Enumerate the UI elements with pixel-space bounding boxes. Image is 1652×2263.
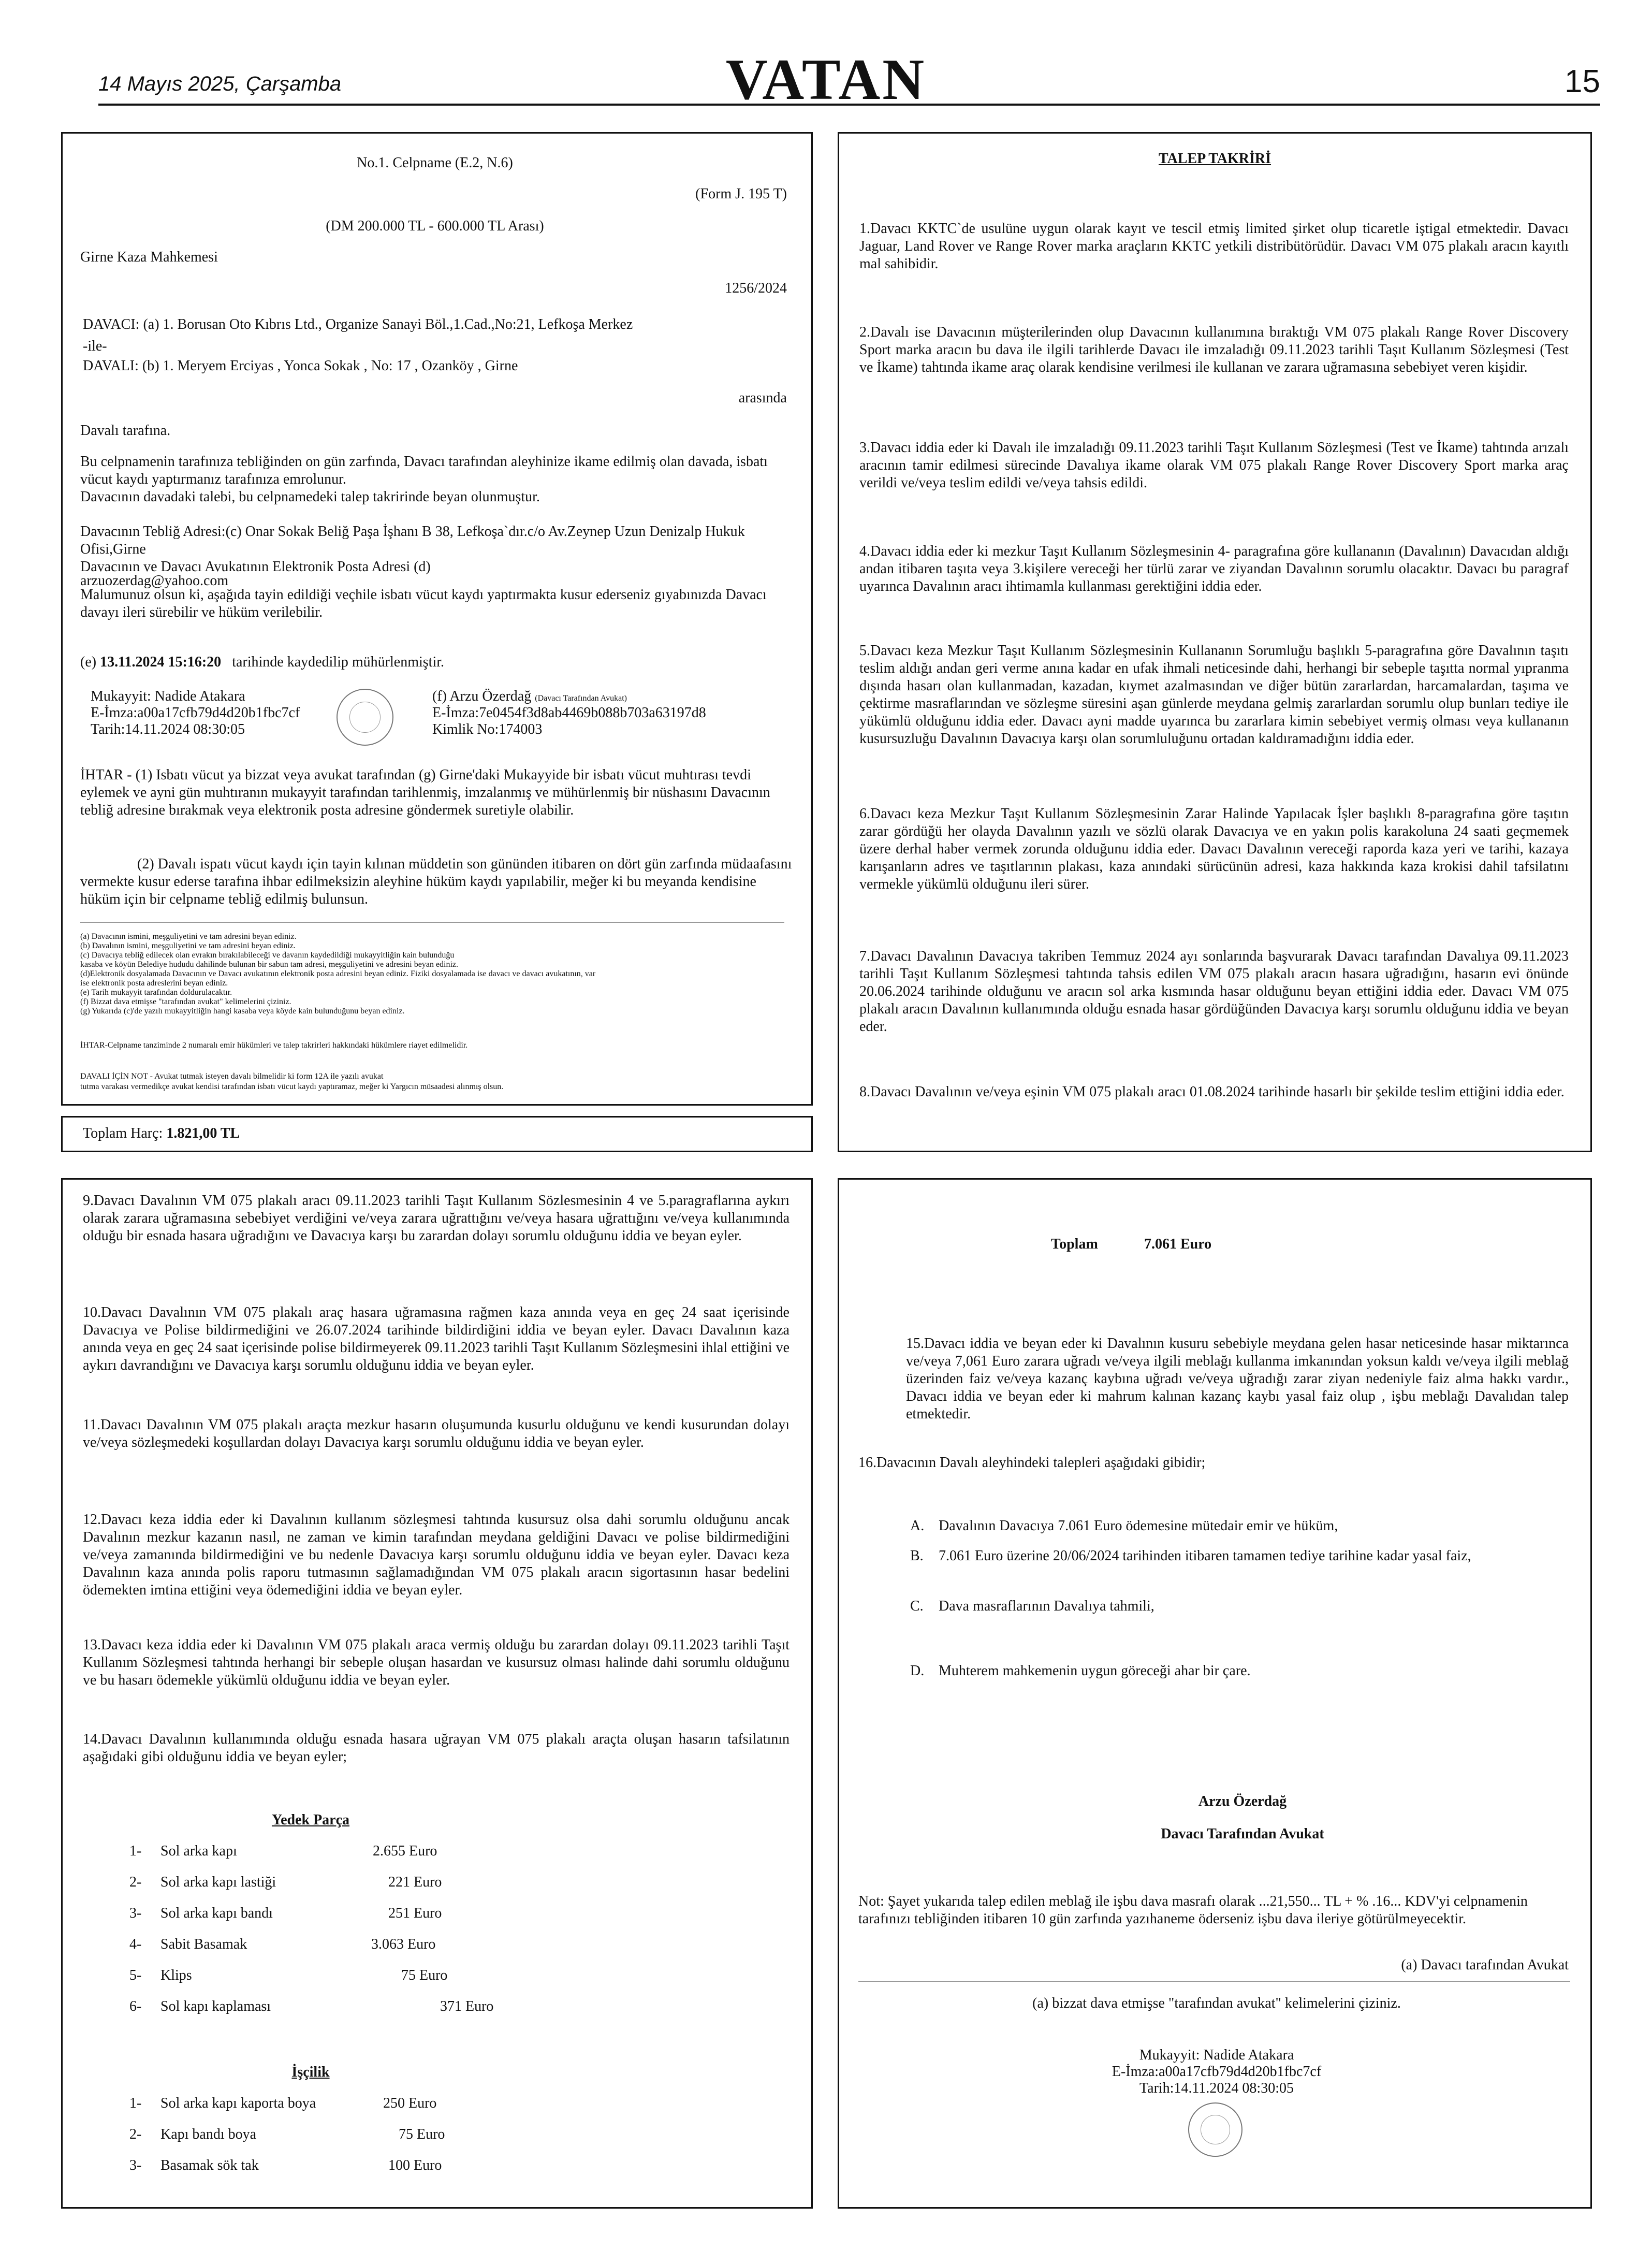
claim-letter: A.	[910, 1518, 925, 1534]
harc-label: Toplam Harç:	[83, 1125, 163, 1141]
talep-item-8: 8.Davacı Davalının ve/veya eşinin VM 075 plakalı aracı 01.08.2024 tarihinde hasarlı bir şekilde teslim ettiğini iddia eder.	[859, 1084, 1565, 1100]
labor-number: 1-	[129, 2095, 142, 2111]
talep-item-1: 1.Davacı KKTC`de usulüne uygun olarak kayıt ve tescil etmiş limited şirket olup ticaretle iştigal etmektedir. Davacı Jaguar, Land Rover ve Range Rover marka araçların KKTC yetkili distribütörüdür. Davacı VM 075 plakalı aracın kayıtlı mal sahibidir.	[859, 221, 1569, 272]
footnotes	[80, 932, 795, 1016]
labor-number: 2-	[129, 2126, 142, 2142]
email-address: arzuozerdag@yahoo.com	[80, 573, 229, 589]
strike-note: (a) bizzat dava etmişse "tarafından avukat" kelimelerini çiziniz.	[1032, 1995, 1401, 2011]
footnote: (b) Davalının ismini, meşguliyetini ve tam adresini beyan ediniz.	[80, 941, 296, 950]
amount-range: (DM 200.000 TL - 600.000 TL Arası)	[326, 218, 544, 234]
total-value: 7.061 Euro	[1144, 1236, 1212, 1252]
footnote: (e) Tarih mukayyit tarafından doldurulacaktır.	[80, 988, 232, 997]
part-name: Klips	[160, 1967, 192, 1983]
talep-item-4: 4.Davacı iddia eder ki mezkur Taşıt Kullanım Sözleşmesinin 4- paragrafına göre kullananın (Davalının) Davacıdan aldığı andan itibaren taşıta veya 3.kişilere vereceği her türlü zarar ve ziyandan Davalının sorumlu olacaktır. Davacı bu paragraf uyarınca Davalının aracı ihtimamla kullanması gerektiğini iddia eder.	[859, 543, 1569, 594]
celpname-p2: Davacının davadaki talebi, bu celpnamedeki talep takririnde beyan olunmuştur.	[80, 489, 540, 505]
header-rule	[98, 104, 1600, 106]
harc-value: 1.821,00 TL	[166, 1125, 240, 1141]
labor-title: İşçilik	[291, 2064, 330, 2080]
registrar-name: Mukayyit: Nadide Atakara	[91, 688, 245, 704]
talep-item-3: 3.Davacı iddia eder ki Davalı ile imzaladığı 09.11.2023 tarihli Taşıt Kullanım Sözleşmesi (Test ve İkame) tahtında arızalı aracının tamir edilmesi sürecinde Davalıya ikame olarak VM 075 plakalı Range Rover Discovery Sport marka araç verildi ve/veya teslim edildi ve/veya tahsis edildi.	[859, 440, 1569, 491]
part-number: 6-	[129, 1998, 142, 2014]
part-number: 4-	[129, 1936, 142, 1952]
claim-letter: C.	[910, 1598, 924, 1614]
footnote: (g) Yukarıda (c)'de yazılı mukayyitliğin hangi kasaba veya köyde kain bulunduğunu beyan ediniz.	[80, 1007, 405, 1016]
footnote: kasaba ve köyün Belediye hududu dahilinde bulunan bir sabun tam adresi, meşguliyetini ve adresini beyan ediniz.	[80, 960, 459, 969]
arasinda: arasında	[738, 390, 787, 406]
celpname-title: No.1. Celpname (E.2, N.6)	[357, 155, 513, 171]
part-price: 371 Euro	[440, 1998, 494, 2014]
celpname-p5: Malumunuz olsun ki, aşağıda tayin edildiği veçhile isbatı vücut kaydı yaptırmakta kusur ederseniz gıyabınızda Davacı davayı ileri sürebilir ve hüküm verilebilir.	[80, 587, 767, 620]
footnote-divider	[80, 922, 784, 923]
labor-name: Basamak sök tak	[160, 2157, 259, 2173]
part-name: Sol arka kapı lastiği	[160, 1874, 276, 1890]
lawyer-label: (f) Arzu Özerdağ	[432, 688, 532, 704]
item-14: 14.Davacı Davalının kullanımında olduğu esnada hasara uğrayan VM 075 plakalı araçta oluşan hasarın tafsilatının aşağıdaki gibi olduğunu iddia ve beyan eyler;	[83, 1731, 790, 1765]
harc-line	[83, 1125, 549, 1142]
labor-number: 3-	[129, 2157, 142, 2173]
item-15: 15.Davacı iddia ve beyan eder ki Davalının kusuru sebebiyle meydana gelen hasar neticesinde hasar miktarınca ve/veya 7,061 Euro zarara uğradı ve/veya ilgili meblağı kullanma imkanından yoksun kaldı ve/veya ilgili meblağ üzerinden faiz ve/veya kazanç kaybına uğradı ve/veya uğradığı zarar ziyan nedeniyle faiz alma hakkı vardır., Davacı iddia ve beyan eder ki mahrum kalınan kazanç kaybı yasal faiz olup , işbu meblağı Davalıdan talep etmektedir.	[906, 1336, 1569, 1422]
talep-item-2: 2.Davalı ise Davacının müşterilerinden olup Davacının kullanımına bıraktığı VM 075 plakalı Range Rover Discovery Sport marka aracın bu dava ile ilgili tarihlerde Davacı ile imzaladığı 09.11.2023 tarihli Taşıt Kullanım Sözleşmesi (Test ve İkame) tahtında ikame araç olarak kendisine verilmesi ile kullanan ve zarara uğramasına sebebiyet veren kişidir.	[859, 324, 1569, 375]
ihtar-2: (2) Davalı ispatı vücut kaydı için tayin kılınan müddetin son gününden itibaren on dört gün zarfında müdaafasını vermekte kusur ederse tarafına ihbar edilmeksizin aleyhine hüküm kaydı yapılabilir, meğer ki bu meyanda kendisine hüküm için bir celpname tebliğ edilmiş bulunsun.	[80, 856, 792, 907]
total-line	[1051, 1236, 1362, 1253]
labor-name: Kapı bandı boya	[160, 2126, 257, 2142]
footnote: (a) Davacının ismini, meşguliyetini ve tam adresini beyan ediniz.	[80, 932, 297, 941]
item-12: 12.Davacı keza iddia eder ki Davalının kullanım sözleşmesi tahtında kusursuz olsa dahi sorumlu olduğunu ancak Davalının mezkur kazanın nasıl, ne zaman ve kimin tarafından meydana geldiğini Davacı ve polise bildirmediğini ve/veya zamanında bildirmediğini ve bu nedenle Davacıya karşı sorumlu olduğunu iddia ve beyan eyler. Davacı keza Davalının kaza anında polis raporu tutmasının sağlamadığından VM 075 plakalı aracın sigortasının hasar bedelini ödemekten imtina ettiğini veya ödemediğini iddia ve beyan eyler.	[83, 1512, 790, 1598]
page-number: 15	[1565, 64, 1600, 99]
lawyer-id: Kimlik No:174003	[432, 721, 543, 737]
case-number: 1256/2024	[725, 280, 787, 296]
lawyer-signature: E-İmza:7e0454f3d8ab4469b088b703a63197d8	[432, 705, 706, 721]
sealed-suffix: tarihinde kaydedilip mühürlenmiştir.	[232, 654, 445, 670]
part-name: Sol arka kapı	[160, 1843, 237, 1859]
part-price: 2.655 Euro	[373, 1843, 437, 1859]
davali-note-2: tutma varakası vermedikçe avukat kendisi tarafından isbatı vücut kaydı yaptıramaz, meğer ki Yargıcın müsaadesi alınmış olsun.	[80, 1082, 504, 1091]
labor-price: 250 Euro	[383, 2095, 437, 2111]
footnote: (d)Elektronik dosyalamada Davacının ve Davacı avukatının elektronik posta adresini beyan ediniz. Fiziki dosyalamada ise davacı ve davacı avukatının, var	[80, 969, 596, 978]
ile: -ile-	[83, 338, 107, 354]
claim-letter: B.	[910, 1548, 924, 1564]
part-number: 3-	[129, 1905, 142, 1921]
celpname-p3: Davacının Tebliğ Adresi:(c) Onar Sokak Beliğ Paşa İşhanı B 38, Lefkoşa`dır.c/o Av.Zeynep Uzun Denizalp Hukuk Ofisi,Girne	[80, 524, 745, 557]
court-name: Girne Kaza Mahkemesi	[80, 249, 218, 265]
claim-letter: D.	[910, 1663, 925, 1679]
talep-item-6: 6.Davacı keza Mezkur Taşıt Kullanım Sözleşmesinin Zarar Halinde Yapılacak İşler başlıklı 8-paragrafına göre taşıtın zarar gördüğü her olayda Davalının yazılı ve sözlü olarak Davacıya ve en yakın polis karakoluna 24 saati geçmemek üzere derhal haber vermek zorunda olduğunu iddia eder. Davacı Davalının vereceği raporda kaza yeri ve tarihi, kazaya karışanların adres ve taşıtlarının plakası, kaza anındaki sürücünün adresi, kaza hakkında kaza krokisi dahil tafsilatını vermekle yükümlü olduğunu ileri sürer.	[859, 806, 1569, 892]
registrar-signature: E-İmza:a00a17cfb79d4d20b1fbc7cf	[91, 705, 300, 721]
part-number: 5-	[129, 1967, 142, 1983]
form-number: (Form J. 195 T)	[695, 186, 787, 202]
sealed-line	[80, 654, 753, 671]
registrar-signature-2: E-İmza:a00a17cfb79d4d20b1fbc7cf	[1112, 2064, 1322, 2080]
part-name: Sol arka kapı bandı	[160, 1905, 273, 1921]
part-price: 221 Euro	[388, 1874, 442, 1890]
fee-note-sign: (a) Davacı tarafından Avukat	[1401, 1957, 1569, 1973]
part-price: 3.063 Euro	[371, 1936, 436, 1952]
part-price: 251 Euro	[388, 1905, 442, 1921]
claim-text: Davalının Davacıya 7.061 Euro ödemesine mütedair emir ve hüküm,	[939, 1518, 1338, 1534]
ihtar-1: İHTAR - (1) Isbatı vücut ya bizzat veya avukat tarafından (g) Girne'daki Mukayyide bir isbatı vücut muhtırası tevdi eylemek ve ayni gün muhtıranın mukayyit tarafından tarihlenmiş, imzalanmış ve mühürlenmiş bir nüshasını Davacının tebliğ adresine bırakmak veya elektronik posta adresine göndermek suretiyle olabilir.	[80, 767, 770, 818]
defendant: DAVALI: (b) 1. Meryem Erciyas , Yonca Sokak , No: 17 , Ozanköy , Girne	[83, 358, 518, 374]
davali-note-1: DAVALI İÇİN NOT - Avukat tutmak isteyen davalı bilmelidir ki form 12A ile yazılı avukat	[80, 1072, 384, 1081]
total-label: Toplam	[1051, 1236, 1098, 1252]
part-number: 2-	[129, 1874, 142, 1890]
part-name: Sabit Basamak	[160, 1936, 247, 1952]
celpname-p4: Davacının ve Davacı Avukatının Elektronik Posta Adresi (d)	[80, 559, 431, 575]
footnote: (c) Davacıya tebliğ edilecek olan evrakın bırakılabileceği ve davanın kaydedildiği mukayyitliğin kain bulunduğu	[80, 951, 455, 960]
newspaper-title: VATAN	[725, 48, 927, 112]
sealed-prefix: (e)	[80, 654, 97, 670]
footnote: (f) Bizzat dava etmişse "tarafından avukat" kelimelerini çiziniz.	[80, 997, 291, 1006]
claim-text: 7.061 Euro üzerine 20/06/2024 tarihinden itibaren tamamen tediye tarihine kadar yasal faiz,	[939, 1548, 1471, 1564]
fee-note: Not: Şayet yukarıda talep edilen meblağ ile işbu dava masrafı olarak ...21,550... TL + % .16... KDV'yi celpnamenin tarafınızı tebliğinden itibaren 10 gün zarfında yazıhaneme öderseniz işbu dava ileriye götürülmeyecektir.	[858, 1893, 1528, 1927]
footnote: ise elektronik posta adreslerini beyan ediniz.	[80, 979, 228, 988]
labor-price: 100 Euro	[388, 2157, 442, 2173]
court-seal-icon	[337, 689, 393, 746]
labor-price: 75 Euro	[399, 2126, 445, 2142]
item-16: 16.Davacının Davalı aleyhindeki talepleri aşağıdaki gibidir;	[858, 1455, 1206, 1471]
talep-title: TALEP TAKRİRİ	[1158, 151, 1271, 167]
part-name: Sol kapı kaplaması	[160, 1998, 271, 2014]
lawyer-note: (Davacı Tarafından Avukat)	[535, 694, 627, 703]
court-seal-icon	[1188, 2102, 1242, 2157]
ihtar-note: İHTAR-Celpname tanziminde 2 numaralı emir hükümleri ve talep takrirleri hakkındaki hükümlere riayet edilmelidir.	[80, 1041, 468, 1050]
sealed-date: 13.11.2024 15:16:20	[100, 654, 222, 670]
issue-date: 14 Mayıs 2025, Çarşamba	[98, 72, 342, 95]
registrar-date: Tarih:14.11.2024 08:30:05	[91, 721, 245, 737]
item-9: 9.Davacı Davalının VM 075 plakalı aracı 09.11.2023 tarihli Taşıt Kullanım Sözlesmesinin 4 ve 5.paragraflarına aykırı olarak zarara uğramasına sebebiyet verdiğini ve/veya zarara uğrattığını ve/veya hasara uğrattığını ve/veya kullanımında olduğu bir esnada hasara uğradığını ve Davacıya karşı bu zarardan dolayı sorumlu olduğunu iddia ve beyan eyler.	[83, 1193, 790, 1244]
signer-role: Davacı Tarafından Avukat	[1161, 1826, 1324, 1842]
item-11: 11.Davacı Davalının VM 075 plakalı araçta mezkur hasarın oluşumunda kusurlu olduğunu ve kendi kusurundan dolayı ve/veya sözleşmedeki koşullardan dolayı Davacıya karşı sorumlu olduğunu iddia ve beyan eyler.	[83, 1417, 790, 1450]
registrar-date-2: Tarih:14.11.2024 08:30:05	[1139, 2080, 1294, 2096]
part-number: 1-	[129, 1843, 142, 1859]
talep-item-7: 7.Davacı Davalının Davacıya takriben Temmuz 2024 ayı sonlarında başvurarak Davacı tarafından Davalıya 09.11.2023 tarihli Taşıt Kullanım Sözleşmesi tahtında tahsis edilen VM 075 plakalı aracın hasara uğradığını, hasarın evi önünde 20.06.2024 tarihinde olduğunu ve aracın sol arka kısmında hasar olduğunu beyan ettiğini iddia eder. Davacı VM 075 plakalı aracın Davalının kullanımında olduğu esnada hasar gördüğünden Davacıya karşı sorumlu olduğunu iddia ve beyan eder.	[859, 948, 1569, 1035]
plaintiff: DAVACI: (a) 1. Borusan Oto Kıbrıs Ltd., Organize Sanayi Böl.,1.Cad.,No:21, Lefkoşa Merkez	[83, 316, 633, 332]
claim-text: Dava masraflarının Davalıya tahmili,	[939, 1598, 1154, 1614]
lawyer-name	[432, 688, 795, 705]
parts-title: Yedek Parça	[271, 1812, 350, 1828]
claim-text: Muhterem mahkemenin uygun göreceği ahar bir çare.	[939, 1663, 1251, 1679]
addressee: Davalı tarafına.	[80, 423, 171, 439]
labor-name: Sol arka kapı kaporta boya	[160, 2095, 316, 2111]
part-price: 75 Euro	[401, 1967, 448, 1983]
item-13: 13.Davacı keza iddia eder ki Davalının VM 075 plakalı araca vermiş olduğu bu zarardan dolayı 09.11.2023 tarihli Taşıt Kullanım Sözleşmesi tahtında herhangi bir sebeple oluşan hasardan ve kusursuz olması halinde dahi sorumlu olduğunu ve bu hasarı ödemekle yükümlü olduğunu iddia ve beyan eyler.	[83, 1637, 790, 1688]
signer-name: Arzu Özerdağ	[1198, 1793, 1287, 1809]
talep-item-5: 5.Davacı keza Mezkur Taşıt Kullanım Sözleşmesinin Kullananın Sorumluğu başlıklı 5-paragrafına göre Davalının taşıtı teslim aldığı andan geri verme anına kadar en ufak ihmali neticesinde dahi, herhangi bir sebeple taşıtta normal yıpranma dışında hasarı olan kullanmadan, kazadan, kıymet azalmasından ve diğer bütün zararlardan, harcamalardan, taşıma ve çektirme masraflarından ve sözleşme süresini aşan günlerde meydana gelmiş zararlardan sorumlu olup bunları tediye ile yükümlü olduğunu iddia eder. Davacı ayni madde uyarınca bu zararlara kimin sebebiyet vermiş olması veya kullananın kusursuzluğu Davalının Davacıya karşı olan sorumluluğunu ortadan kaldıramadığını iddia eder.	[859, 643, 1569, 747]
note-divider	[858, 1981, 1570, 1982]
registrar-name-2: Mukayyit: Nadide Atakara	[1139, 2047, 1294, 2063]
item-10: 10.Davacı Davalının VM 075 plakalı araç hasara uğramasına rağmen kaza anında veya en geç 24 saat içerisinde Davacıya ve Polise bildirmediğini ve 26.07.2024 tarihinde bildirdiğini iddia ve beyan eyler. Davacı Davalının kaza anında veya en geç 24 saat içerisinde polise bildirmeyerek 09.11.2023 tarihli Taşıt Kullanım Sözleşmesini ihlal ettiğini ve aykırı davrandığını ve Davacıya karşı sorumlu olduğunu iddia ve beyan eyler.	[83, 1304, 790, 1373]
celpname-p1: Bu celpnamenin tarafınıza tebliğinden on gün zarfında, Davacı tarafından aleyhinize ikame edilmiş olan davada, isbatı vücut kaydı yaptırmanız tarafınıza emrolunur.	[80, 454, 768, 487]
